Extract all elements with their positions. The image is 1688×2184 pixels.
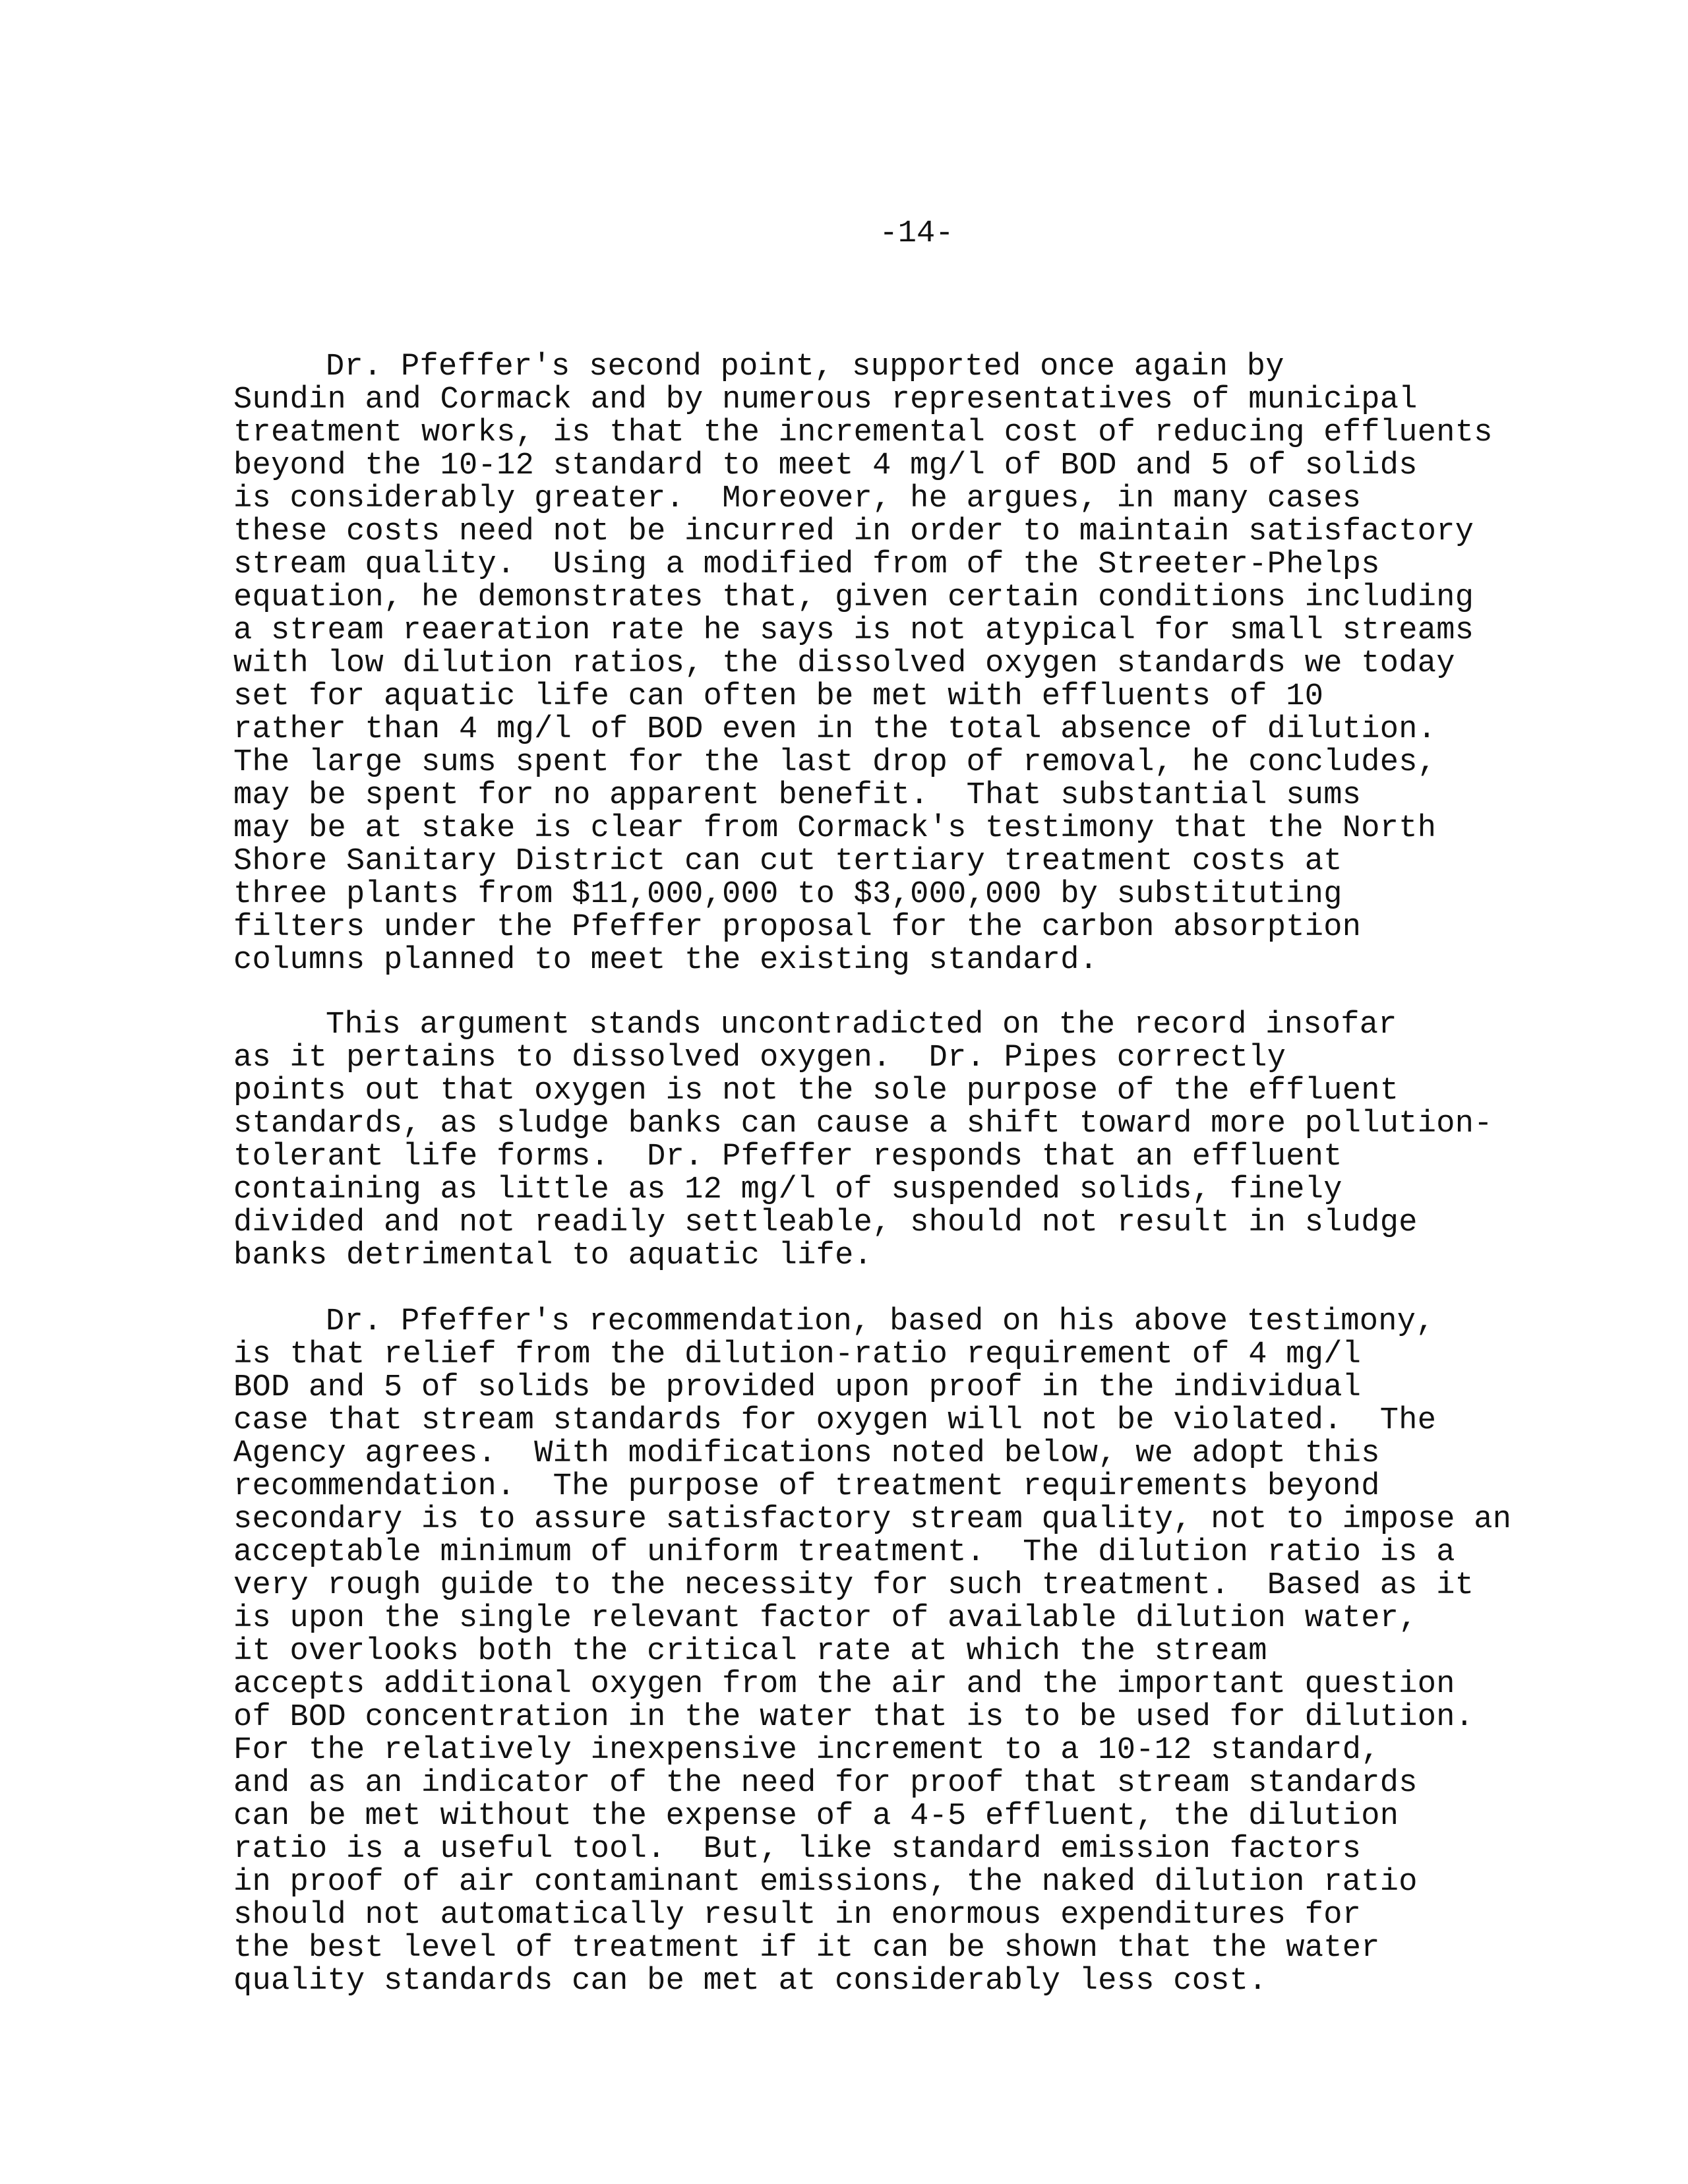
text-line: three plants from $11,000,000 to $3,000,000 by substituting (233, 877, 1342, 912)
text-line: is considerably greater. Moreover, he argues, in many cases (233, 481, 1362, 516)
text-line: may be spent for no apparent benefit. That substantial sums (233, 778, 1362, 813)
text-line: Shore Sanitary District can cut tertiary treatment costs at (233, 844, 1342, 879)
text-line: acceptable minimum of uniform treatment. The dilution ratio is a (233, 1535, 1455, 1570)
text-line: in proof of air contaminant emissions, the naked dilution ratio (233, 1865, 1418, 1900)
text-line: should not automatically result in enormous expenditures for (233, 1898, 1362, 1933)
text-line: This argument stands uncontradicted on the record insofar (326, 1008, 1397, 1043)
text-line: is that relief from the dilution-ratio requirement of 4 mg/l (233, 1337, 1362, 1372)
text-line: stream quality. Using a modified from of the Streeter-Phelps (233, 547, 1380, 582)
text-line: a stream reaeration rate he says is not atypical for small streams (233, 613, 1474, 648)
text-line: columns planned to meet the existing standard. (233, 943, 1099, 978)
text-line: with low dilution ratios, the dissolved oxygen standards we today (233, 646, 1455, 681)
text-line: of BOD concentration in the water that is to be used for dilution. (233, 1700, 1474, 1735)
text-line: points out that oxygen is not the sole purpose of the effluent (233, 1074, 1399, 1108)
text-line: recommendation. The purpose of treatment requirements beyond (233, 1469, 1380, 1504)
text-line: Sundin and Cormack and by numerous representatives of municipal (233, 382, 1418, 417)
text-line: filters under the Pfeffer proposal for the carbon absorption (233, 910, 1362, 945)
text-line: very rough guide to the necessity for such treatment. Based as it (233, 1568, 1474, 1603)
text-line: equation, he demonstrates that, given certain conditions including (233, 580, 1474, 615)
text-line: ratio is a useful tool. But, like standard emission factors (233, 1832, 1362, 1867)
text-line: beyond the 10-12 standard to meet 4 mg/l of BOD and 5 of solids (233, 448, 1418, 483)
text-line: these costs need not be incurred in order to maintain satisfactory (233, 514, 1474, 549)
text-line: the best level of treatment if it can be shown that the water (233, 1931, 1380, 1966)
text-line: For the relatively inexpensive increment to a 10-12 standard, (233, 1733, 1380, 1768)
text-line: Agency agrees. With modifications noted below, we adopt this (233, 1436, 1380, 1471)
paragraph-pfeffer-second-point (233, 351, 1493, 977)
text-line: accepts additional oxygen from the air and the important question (233, 1667, 1455, 1702)
text-line: treatment works, is that the incremental cost of reducing effluents (233, 415, 1493, 450)
text-line: may be at stake is clear from Cormack's testimony that the North (233, 811, 1437, 846)
text-line: case that stream standards for oxygen will not be violated. The (233, 1403, 1437, 1438)
text-line: divided and not readily settleable, should not result in sludge (233, 1205, 1418, 1240)
text-line: standards, as sludge banks can cause a shift toward more pollution- (233, 1107, 1493, 1141)
text-line: banks detrimental to aquatic life. (233, 1238, 873, 1273)
text-line: tolerant life forms. Dr. Pfeffer responds that an effluent (233, 1139, 1342, 1174)
text-line: secondary is to assure satisfactory stream quality, not to impose an (233, 1502, 1512, 1537)
paragraph-argument-uncontradicted (233, 1009, 1493, 1273)
text-line: and as an indicator of the need for proof that stream standards (233, 1766, 1418, 1801)
text-line: as it pertains to dissolved oxygen. Dr. Pipes correctly (233, 1041, 1286, 1076)
text-line: Dr. Pfeffer's recommendation, based on his above testimony, (326, 1304, 1435, 1339)
text-line: BOD and 5 of solids be provided upon proof in the individual (233, 1370, 1362, 1405)
text-line: is upon the single relevant factor of available dilution water, (233, 1601, 1418, 1636)
text-line: Dr. Pfeffer's second point, supported once again by (326, 349, 1284, 384)
text-line: The large sums spent for the last drop of removal, he concludes, (233, 745, 1437, 780)
text-line: it overlooks both the critical rate at which the stream (233, 1634, 1267, 1669)
text-line: quality standards can be met at considerably less cost. (233, 1964, 1267, 1999)
text-line: can be met without the expense of a 4-5 effluent, the dilution (233, 1799, 1399, 1834)
text-line: set for aquatic life can often be met with effluents of 10 (233, 679, 1324, 714)
paragraph-pfeffer-recommendation (233, 1306, 1511, 1998)
text-line: containing as little as 12 mg/l of suspended solids, finely (233, 1172, 1342, 1207)
text-line: rather than 4 mg/l of BOD even in the total absence of dilution. (233, 712, 1437, 747)
page-number: -14- (879, 216, 954, 251)
